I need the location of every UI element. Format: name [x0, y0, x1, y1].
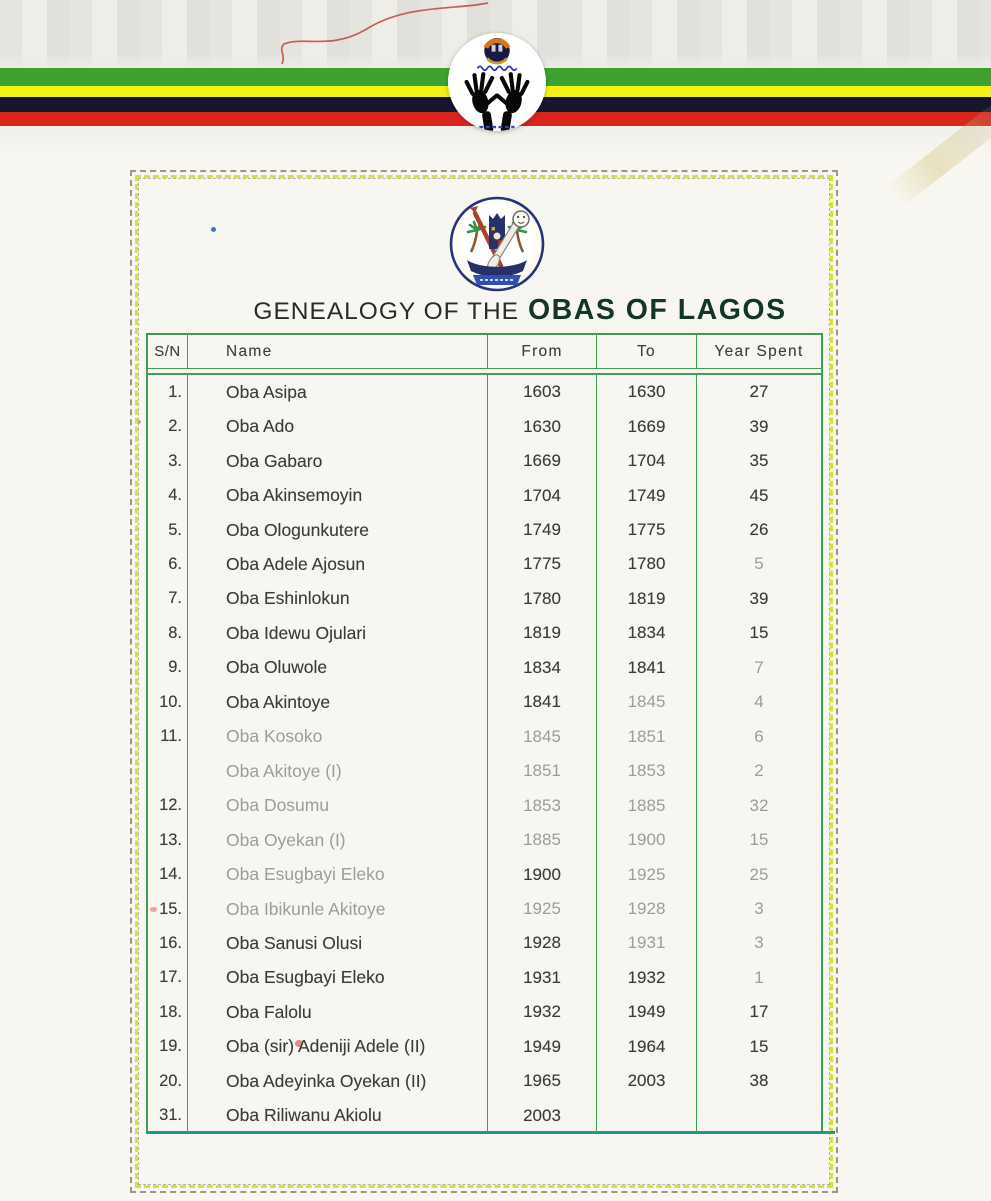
- to-cell: 1834: [596, 616, 696, 650]
- from-cell: 1949: [487, 1030, 596, 1064]
- spent-cell: 38: [696, 1064, 821, 1098]
- name-cell: Oba Esugbayi Eleko: [187, 961, 487, 995]
- sn-cell: 14.: [159, 865, 182, 884]
- from-cell: 1932: [487, 995, 596, 1029]
- spent-cell: 15: [696, 616, 821, 650]
- sn-cell: 9.: [168, 658, 182, 677]
- spent-cell: 27: [696, 375, 821, 409]
- sn-cell: 31.: [159, 1106, 182, 1125]
- table-row: [148, 582, 821, 616]
- to-cell: 1669: [596, 409, 696, 443]
- sn-cell: 12.: [159, 796, 182, 815]
- to-cell: 1853: [596, 754, 696, 788]
- from-cell: 1853: [487, 788, 596, 822]
- sn-cell: 7.: [168, 589, 182, 608]
- name-cell: Oba Oyekan (I): [187, 823, 487, 857]
- from-cell: 1841: [487, 685, 596, 719]
- from-cell: 1819: [487, 616, 596, 650]
- spent-cell: 3: [696, 926, 821, 960]
- sn-cell: [148, 754, 187, 788]
- sn-cell: 6.: [168, 554, 182, 573]
- spent-cell: 3: [696, 892, 821, 926]
- table-row: [148, 1030, 821, 1064]
- spent-cell: 39: [696, 582, 821, 616]
- spent-cell: [696, 1099, 821, 1133]
- spent-cell: 5: [696, 547, 821, 581]
- table-row: [148, 926, 821, 960]
- table-row: [148, 961, 821, 995]
- table-row: [148, 754, 821, 788]
- spent-cell: 6: [696, 720, 821, 754]
- header-to: To: [596, 335, 696, 368]
- spent-cell: 45: [696, 478, 821, 512]
- sn-cell: 13.: [159, 830, 182, 849]
- spent-cell: 35: [696, 444, 821, 478]
- from-cell: 1931: [487, 961, 596, 995]
- table-row: [148, 513, 821, 547]
- to-cell: 1819: [596, 582, 696, 616]
- spent-cell: 15: [696, 823, 821, 857]
- name-cell: Oba Oluwole: [187, 651, 487, 685]
- sn-cell: 17.: [159, 968, 182, 987]
- name-cell: Oba Kosoko: [187, 720, 487, 754]
- name-cell: Oba Adeyinka Oyekan (II): [187, 1064, 487, 1098]
- to-cell: 1780: [596, 547, 696, 581]
- sn-cell: 10.: [159, 692, 182, 711]
- from-cell: 1965: [487, 1064, 596, 1098]
- from-cell: 1749: [487, 513, 596, 547]
- to-cell: 1964: [596, 1030, 696, 1064]
- to-cell: 1704: [596, 444, 696, 478]
- sn-cell: 11.: [160, 727, 182, 746]
- name-cell: Oba Riliwanu Akiolu: [187, 1099, 487, 1133]
- title-bold: OBAS OF LAGOS: [528, 294, 787, 326]
- table-row: [148, 444, 821, 478]
- genealogy-table: [146, 333, 823, 1133]
- sn-cell: 15.: [159, 899, 182, 918]
- to-cell: 1949: [596, 995, 696, 1029]
- to-cell: 1885: [596, 788, 696, 822]
- header-spent: Year Spent: [696, 335, 821, 368]
- name-cell: Oba Gabaro: [187, 444, 487, 478]
- name-cell: Oba Akintoye: [187, 685, 487, 719]
- page-title: [180, 294, 860, 327]
- table-row: [148, 1099, 821, 1133]
- table-row: [148, 788, 821, 822]
- spent-cell: 17: [696, 995, 821, 1029]
- spent-cell: 2: [696, 754, 821, 788]
- table-row: [148, 651, 821, 685]
- sn-cell: 16.: [159, 933, 182, 952]
- to-cell: 1845: [596, 685, 696, 719]
- from-cell: 1669: [487, 444, 596, 478]
- from-cell: 1928: [487, 926, 596, 960]
- to-cell: 1749: [596, 478, 696, 512]
- name-cell: Oba Ibikunle Akitoye: [187, 892, 487, 926]
- sn-cell: 8.: [168, 623, 182, 642]
- name-cell: Oba Esugbayi Eleko: [187, 857, 487, 891]
- to-cell: 1900: [596, 823, 696, 857]
- from-cell: 1603: [487, 375, 596, 409]
- to-cell: [596, 1099, 696, 1133]
- philanthropic-logo: [448, 33, 546, 131]
- from-cell: 1834: [487, 651, 596, 685]
- name-cell: Oba Falolu: [187, 995, 487, 1029]
- name-cell: Oba Sanusi Olusi: [187, 926, 487, 960]
- to-cell: 1925: [596, 857, 696, 891]
- spent-cell: 1: [696, 961, 821, 995]
- table-bottom-rule: [146, 1131, 835, 1134]
- sn-cell: 5.: [168, 520, 182, 539]
- from-cell: 1925: [487, 892, 596, 926]
- sn-cell: 19.: [159, 1037, 182, 1056]
- to-cell: 1851: [596, 720, 696, 754]
- to-cell: 2003: [596, 1064, 696, 1098]
- from-cell: 1900: [487, 857, 596, 891]
- from-cell: 1775: [487, 547, 596, 581]
- spent-cell: 25: [696, 857, 821, 891]
- sn-cell: 4.: [168, 486, 182, 505]
- hands-emblem-icon: [448, 33, 546, 131]
- table-row: [148, 720, 821, 754]
- from-cell: 1845: [487, 720, 596, 754]
- table-row: [148, 1064, 821, 1098]
- name-cell: Oba Akitoye (I): [187, 754, 487, 788]
- table-rows: [148, 375, 821, 1133]
- name-cell: Oba (sir) Adeniji Adele (II): [187, 1030, 487, 1064]
- spent-cell: 26: [696, 513, 821, 547]
- table-row: [148, 478, 821, 512]
- name-cell: Oba Ologunkutere: [187, 513, 487, 547]
- table-row: [148, 857, 821, 891]
- sn-cell: 3.: [168, 451, 182, 470]
- to-cell: 1932: [596, 961, 696, 995]
- table-row: [148, 892, 821, 926]
- name-cell: Oba Akinsemoyin: [187, 478, 487, 512]
- sn-cell: 18.: [159, 1002, 182, 1021]
- to-cell: 1630: [596, 375, 696, 409]
- to-cell: 1775: [596, 513, 696, 547]
- from-cell: 2003: [487, 1099, 596, 1133]
- table-row: [148, 616, 821, 650]
- sn-cell: 2.: [168, 417, 182, 436]
- name-cell: Oba Idewu Ojulari: [187, 616, 487, 650]
- table-header-row: [148, 335, 821, 369]
- table-row: [148, 375, 821, 409]
- spent-cell: 15: [696, 1030, 821, 1064]
- to-cell: 1928: [596, 892, 696, 926]
- header-name: Name: [187, 335, 487, 368]
- table-row: [148, 685, 821, 719]
- sn-cell: 1.: [168, 382, 182, 401]
- table-row: [148, 995, 821, 1029]
- spent-cell: 4: [696, 685, 821, 719]
- spent-cell: 7: [696, 651, 821, 685]
- table-row: [148, 409, 821, 443]
- header-sn: S/N: [154, 343, 181, 360]
- lagos-crest-icon: [447, 194, 547, 294]
- name-cell: Oba Eshinlokun: [187, 582, 487, 616]
- to-cell: 1931: [596, 926, 696, 960]
- from-cell: 1704: [487, 478, 596, 512]
- name-cell: Oba Adele Ajosun: [187, 547, 487, 581]
- sn-cell: 20.: [159, 1071, 182, 1090]
- header-from: From: [487, 335, 596, 368]
- spent-cell: 39: [696, 409, 821, 443]
- table-row: [148, 823, 821, 857]
- from-cell: 1630: [487, 409, 596, 443]
- from-cell: 1851: [487, 754, 596, 788]
- from-cell: 1885: [487, 823, 596, 857]
- name-cell: Oba Ado: [187, 409, 487, 443]
- to-cell: 1841: [596, 651, 696, 685]
- name-cell: Oba Dosumu: [187, 788, 487, 822]
- spent-cell: 32: [696, 788, 821, 822]
- title-regular: GENEALOGY OF THE: [253, 298, 519, 325]
- from-cell: 1780: [487, 582, 596, 616]
- name-cell: Oba Asipa: [187, 375, 487, 409]
- table-row: [148, 547, 821, 581]
